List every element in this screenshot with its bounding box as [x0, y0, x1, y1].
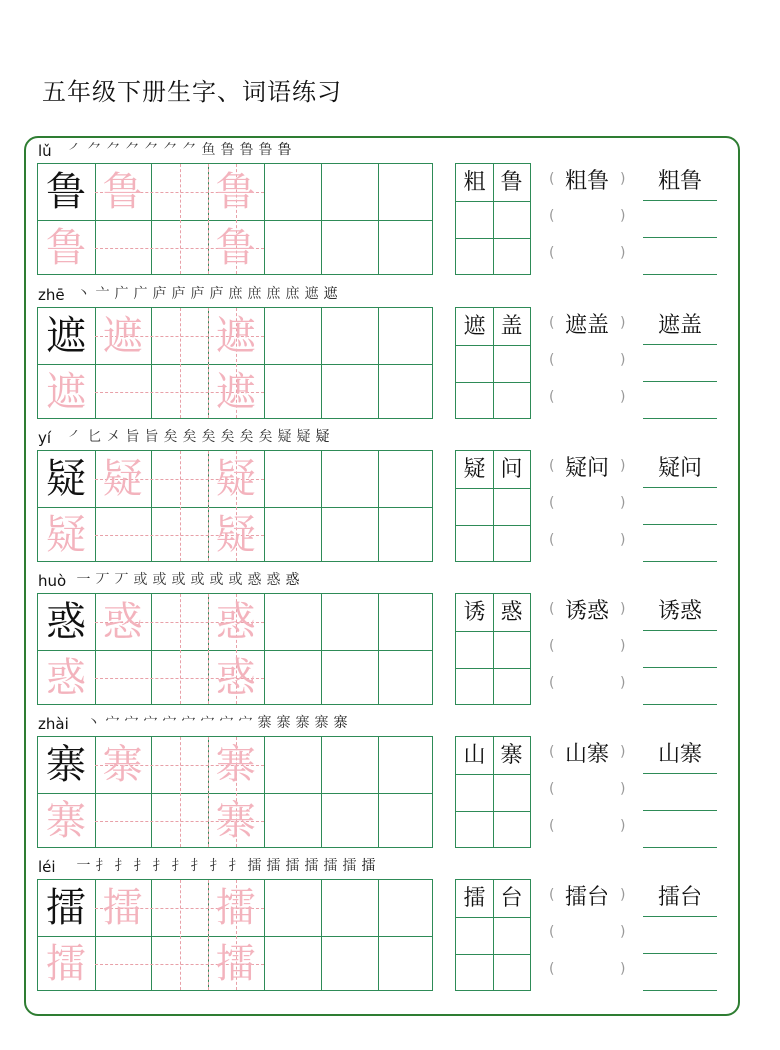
stroke-step: 扌: [190, 858, 205, 874]
stroke-step: 鲁: [220, 142, 235, 158]
word-on-line: 粗鲁: [657, 169, 702, 194]
guide-line: [180, 594, 181, 704]
stroke-step: 鲁: [239, 142, 254, 158]
stroke-step: 旨: [144, 429, 159, 445]
trace-character: 疑: [215, 512, 256, 558]
writing-line[interactable]: [643, 953, 717, 954]
stroke-step: 庶: [266, 286, 281, 302]
stroke-step: 寨: [314, 715, 329, 731]
stroke-step: 庶: [247, 286, 262, 302]
grid-line: [264, 880, 265, 990]
trace-character: 疑: [102, 456, 143, 502]
stroke-step: 庐: [171, 286, 186, 302]
word-grid: [455, 736, 531, 848]
stroke-step: 惑: [285, 572, 300, 588]
paren-mark: (: [549, 352, 555, 368]
paren-mark: ): [620, 495, 626, 511]
stroke-step: 矣: [201, 429, 216, 445]
word-character: 鲁: [500, 170, 523, 195]
trace-character: 惑: [215, 655, 256, 701]
stroke-step: 疑: [277, 429, 292, 445]
word-in-parens: 遮盖: [564, 313, 609, 338]
writing-line[interactable]: [643, 810, 717, 811]
paren-mark: ): [620, 315, 626, 331]
writing-grid: [37, 163, 433, 275]
writing-grid: [37, 879, 433, 991]
stroke-step: 擂: [361, 858, 376, 874]
stroke-step: 惑: [247, 572, 262, 588]
model-character: 疑: [46, 456, 86, 502]
grid-line: [151, 880, 152, 990]
grid-line: [151, 451, 152, 561]
paren-mark: (: [549, 245, 555, 261]
stroke-step: 扌: [133, 858, 148, 874]
stroke-order-sequence: [84, 712, 350, 734]
pinyin-label: lǔ: [38, 142, 52, 160]
word-in-parens: 擂台: [564, 885, 609, 910]
stroke-step: ⺈: [106, 142, 121, 158]
stroke-step: 矣: [220, 429, 235, 445]
grid-line: [456, 917, 530, 918]
stroke-step: 矣: [182, 429, 197, 445]
word-on-line: 疑问: [657, 456, 702, 481]
writing-line[interactable]: [643, 630, 717, 631]
stroke-step: 庶: [285, 286, 300, 302]
word-character: 寨: [500, 743, 523, 768]
practice-section: [0, 855, 780, 997]
word-grid: [455, 450, 531, 562]
paren-mark: (: [549, 818, 555, 834]
trace-character: 遮: [46, 369, 86, 415]
grid-line: [264, 164, 265, 274]
grid-line: [378, 164, 379, 274]
pinyin-label: zhē: [38, 286, 65, 304]
word-character: 山: [463, 743, 486, 768]
grid-line: [378, 308, 379, 418]
grid-line: [456, 954, 530, 955]
paren-mark: (: [549, 208, 555, 224]
stroke-step: 遮: [323, 286, 338, 302]
grid-line: [456, 525, 530, 526]
word-character: 疑: [463, 457, 486, 482]
trace-character: 鲁: [215, 169, 256, 215]
grid-line: [378, 880, 379, 990]
paren-mark: (: [549, 495, 555, 511]
stroke-step: 扌: [209, 858, 224, 874]
paren-mark: ): [620, 887, 626, 903]
stroke-step: 擂: [247, 858, 262, 874]
word-grid: [455, 593, 531, 705]
trace-character: 擂: [102, 885, 143, 931]
grid-line: [456, 345, 530, 346]
trace-character: 寨: [102, 742, 143, 788]
writing-grid: [37, 307, 433, 419]
grid-line: [456, 774, 530, 775]
stroke-step: 遮: [304, 286, 319, 302]
paren-mark: (: [549, 389, 555, 405]
stroke-step: 或: [133, 572, 148, 588]
guide-line: [180, 880, 181, 990]
word-character: 诱: [463, 600, 486, 625]
paren-mark: ): [620, 532, 626, 548]
word-grid: [455, 163, 531, 275]
word-on-line: 诱惑: [657, 599, 702, 624]
paren-mark: ): [620, 601, 626, 617]
grid-line: [264, 737, 265, 847]
stroke-step: 擂: [342, 858, 357, 874]
paren-mark: ): [620, 389, 626, 405]
paren-mark: (: [549, 601, 555, 617]
trace-character: 寨: [46, 798, 86, 844]
stroke-step: 丶: [76, 286, 91, 302]
stroke-step: 矣: [258, 429, 273, 445]
stroke-step: 寨: [276, 715, 291, 731]
stroke-step: 庐: [209, 286, 224, 302]
stroke-step: 一: [76, 858, 91, 874]
paren-mark: ): [620, 208, 626, 224]
grid-line: [151, 737, 152, 847]
grid-line: [456, 631, 530, 632]
paren-mark: ): [620, 818, 626, 834]
trace-character: 遮: [102, 313, 143, 359]
grid-line: [264, 451, 265, 561]
grid-line: [378, 451, 379, 561]
word-in-parens: 疑问: [564, 456, 609, 481]
writing-line[interactable]: [643, 381, 717, 382]
word-character: 问: [500, 457, 523, 482]
grid-line: [321, 308, 322, 418]
grid-line: [456, 201, 530, 202]
stroke-step: 扌: [95, 858, 110, 874]
trace-character: 惑: [102, 599, 143, 645]
stroke-step: 亠: [95, 286, 110, 302]
stroke-step: 矣: [239, 429, 254, 445]
trace-character: 惑: [46, 655, 86, 701]
stroke-step: 擂: [304, 858, 319, 874]
grid-line: [151, 308, 152, 418]
stroke-step: ⺈: [125, 142, 140, 158]
paren-mark: ): [620, 675, 626, 691]
pinyin-label: zhài: [38, 715, 69, 733]
word-in-parens: 诱惑: [564, 599, 609, 624]
stroke-step: 宀: [105, 715, 120, 731]
writing-line[interactable]: [643, 990, 717, 991]
stroke-step: ⺈: [163, 142, 178, 158]
stroke-order-sequence: [74, 283, 340, 305]
writing-line[interactable]: [643, 200, 717, 201]
writing-line[interactable]: [643, 916, 717, 917]
stroke-step: 鲁: [277, 142, 292, 158]
stroke-step: 庐: [190, 286, 205, 302]
paren-mark: ): [620, 638, 626, 654]
stroke-step: 广: [133, 286, 148, 302]
stroke-step: 擂: [266, 858, 281, 874]
stroke-step: 旨: [125, 429, 140, 445]
word-on-line: 山寨: [657, 742, 702, 767]
stroke-step: 寨: [295, 715, 310, 731]
writing-line[interactable]: [643, 847, 717, 848]
trace-character: 疑: [215, 456, 256, 502]
grid-line: [378, 594, 379, 704]
grid-line: [456, 382, 530, 383]
stroke-step: 宀: [219, 715, 234, 731]
writing-line[interactable]: [643, 344, 717, 345]
paren-mark: ): [620, 961, 626, 977]
paren-mark: ): [620, 458, 626, 474]
paren-mark: (: [549, 532, 555, 548]
grid-line: [321, 880, 322, 990]
trace-character: 鲁: [215, 225, 256, 271]
grid-line: [456, 238, 530, 239]
stroke-step: 宀: [238, 715, 253, 731]
paren-mark: ): [620, 744, 626, 760]
guide-line: [180, 164, 181, 274]
paren-mark: (: [549, 744, 555, 760]
writing-line[interactable]: [643, 667, 717, 668]
paren-mark: ): [620, 245, 626, 261]
stroke-step: 广: [114, 286, 129, 302]
grid-line: [151, 594, 152, 704]
trace-character: 擂: [46, 941, 86, 987]
paren-mark: ): [620, 781, 626, 797]
stroke-step: 寨: [333, 715, 348, 731]
grid-line: [264, 594, 265, 704]
trace-character: 擂: [215, 885, 256, 931]
paren-mark: (: [549, 675, 555, 691]
writing-line[interactable]: [643, 237, 717, 238]
grid-line: [456, 811, 530, 812]
trace-character: 疑: [46, 512, 86, 558]
stroke-step: 鲁: [258, 142, 273, 158]
guide-line: [180, 737, 181, 847]
trace-character: 遮: [215, 313, 256, 359]
paren-mark: ): [620, 171, 626, 187]
trace-character: 擂: [215, 941, 256, 987]
trace-character: 遮: [215, 369, 256, 415]
pinyin-label: yí: [38, 429, 52, 447]
writing-line[interactable]: [643, 704, 717, 705]
grid-line: [321, 737, 322, 847]
stroke-step: 寨: [257, 715, 272, 731]
model-character: 擂: [46, 885, 86, 931]
grid-line: [456, 488, 530, 489]
stroke-step: 扌: [228, 858, 243, 874]
stroke-step: 疑: [315, 429, 330, 445]
stroke-step: 㐅: [106, 429, 121, 445]
grid-line: [321, 164, 322, 274]
paren-mark: (: [549, 887, 555, 903]
stroke-step: ㇒: [68, 429, 83, 445]
model-character: 遮: [46, 313, 86, 359]
word-character: 惑: [500, 600, 523, 625]
page-title: 五年级下册生字、词语练习: [42, 78, 342, 106]
stroke-step: 鱼: [201, 142, 216, 158]
paren-mark: (: [549, 781, 555, 797]
grid-line: [378, 737, 379, 847]
paren-mark: ): [620, 352, 626, 368]
trace-character: 惑: [215, 599, 256, 645]
word-grid: [455, 307, 531, 419]
stroke-step: 丶: [86, 715, 101, 731]
stroke-step: 擂: [323, 858, 338, 874]
stroke-step: 匕: [87, 429, 102, 445]
practice-section: [0, 139, 780, 281]
stroke-step: 或: [209, 572, 224, 588]
stroke-order-sequence: [66, 426, 332, 448]
stroke-step: 宀: [143, 715, 158, 731]
trace-character: 寨: [215, 742, 256, 788]
model-character: 惑: [46, 599, 86, 645]
paren-mark: (: [549, 171, 555, 187]
stroke-step: ⺈: [144, 142, 159, 158]
stroke-step: 宀: [181, 715, 196, 731]
writing-line[interactable]: [643, 487, 717, 488]
word-on-line: 擂台: [657, 885, 702, 910]
stroke-order-sequence: [74, 569, 302, 591]
stroke-step: 或: [190, 572, 205, 588]
word-character: 台: [500, 886, 523, 911]
stroke-step: 宀: [124, 715, 139, 731]
stroke-step: ⺈: [182, 142, 197, 158]
stroke-step: 扌: [171, 858, 186, 874]
guide-line: [180, 451, 181, 561]
word-on-line: 遮盖: [657, 313, 702, 338]
guide-line: [180, 308, 181, 418]
stroke-step: 丆: [95, 572, 110, 588]
word-character: 遮: [463, 314, 486, 339]
writing-line[interactable]: [643, 561, 717, 562]
stroke-step: 惑: [266, 572, 281, 588]
grid-line: [321, 451, 322, 561]
grid-line: [321, 594, 322, 704]
grid-line: [456, 668, 530, 669]
practice-section: [0, 426, 780, 568]
writing-line[interactable]: [643, 773, 717, 774]
pinyin-label: léi: [38, 858, 56, 876]
model-character: 寨: [46, 742, 86, 788]
practice-section: [0, 569, 780, 711]
paren-mark: (: [549, 458, 555, 474]
writing-grid: [37, 450, 433, 562]
word-in-parens: 粗鲁: [564, 169, 609, 194]
stroke-step: 庐: [152, 286, 167, 302]
word-in-parens: 山寨: [564, 742, 609, 767]
word-character: 粗: [463, 170, 486, 195]
stroke-step: 矣: [163, 429, 178, 445]
stroke-step: ⺈: [87, 142, 102, 158]
paren-mark: (: [549, 924, 555, 940]
trace-character: 鲁: [102, 169, 143, 215]
stroke-step: ㇒: [68, 142, 83, 158]
grid-line: [151, 164, 152, 274]
writing-line[interactable]: [643, 524, 717, 525]
paren-mark: ): [620, 924, 626, 940]
stroke-order-sequence: [66, 139, 294, 161]
writing-grid: [37, 593, 433, 705]
stroke-step: 庶: [228, 286, 243, 302]
writing-line[interactable]: [643, 274, 717, 275]
paren-mark: (: [549, 961, 555, 977]
stroke-step: 或: [228, 572, 243, 588]
stroke-step: 宀: [162, 715, 177, 731]
trace-character: 寨: [215, 798, 256, 844]
word-grid: [455, 879, 531, 991]
model-character: 鲁: [46, 169, 86, 215]
writing-grid: [37, 736, 433, 848]
stroke-step: 扌: [152, 858, 167, 874]
stroke-step: 丆: [114, 572, 129, 588]
word-character: 盖: [500, 314, 523, 339]
word-character: 擂: [463, 886, 486, 911]
stroke-step: 宀: [200, 715, 215, 731]
practice-section: [0, 712, 780, 854]
stroke-step: 或: [152, 572, 167, 588]
stroke-step: 扌: [114, 858, 129, 874]
grid-line: [264, 308, 265, 418]
writing-line[interactable]: [643, 418, 717, 419]
paren-mark: (: [549, 315, 555, 331]
stroke-step: 一: [76, 572, 91, 588]
stroke-step: 疑: [296, 429, 311, 445]
stroke-step: 擂: [285, 858, 300, 874]
practice-section: [0, 283, 780, 425]
trace-character: 鲁: [46, 225, 86, 271]
stroke-order-sequence: [74, 855, 378, 877]
pinyin-label: huò: [38, 572, 67, 590]
paren-mark: (: [549, 638, 555, 654]
stroke-step: 或: [171, 572, 186, 588]
